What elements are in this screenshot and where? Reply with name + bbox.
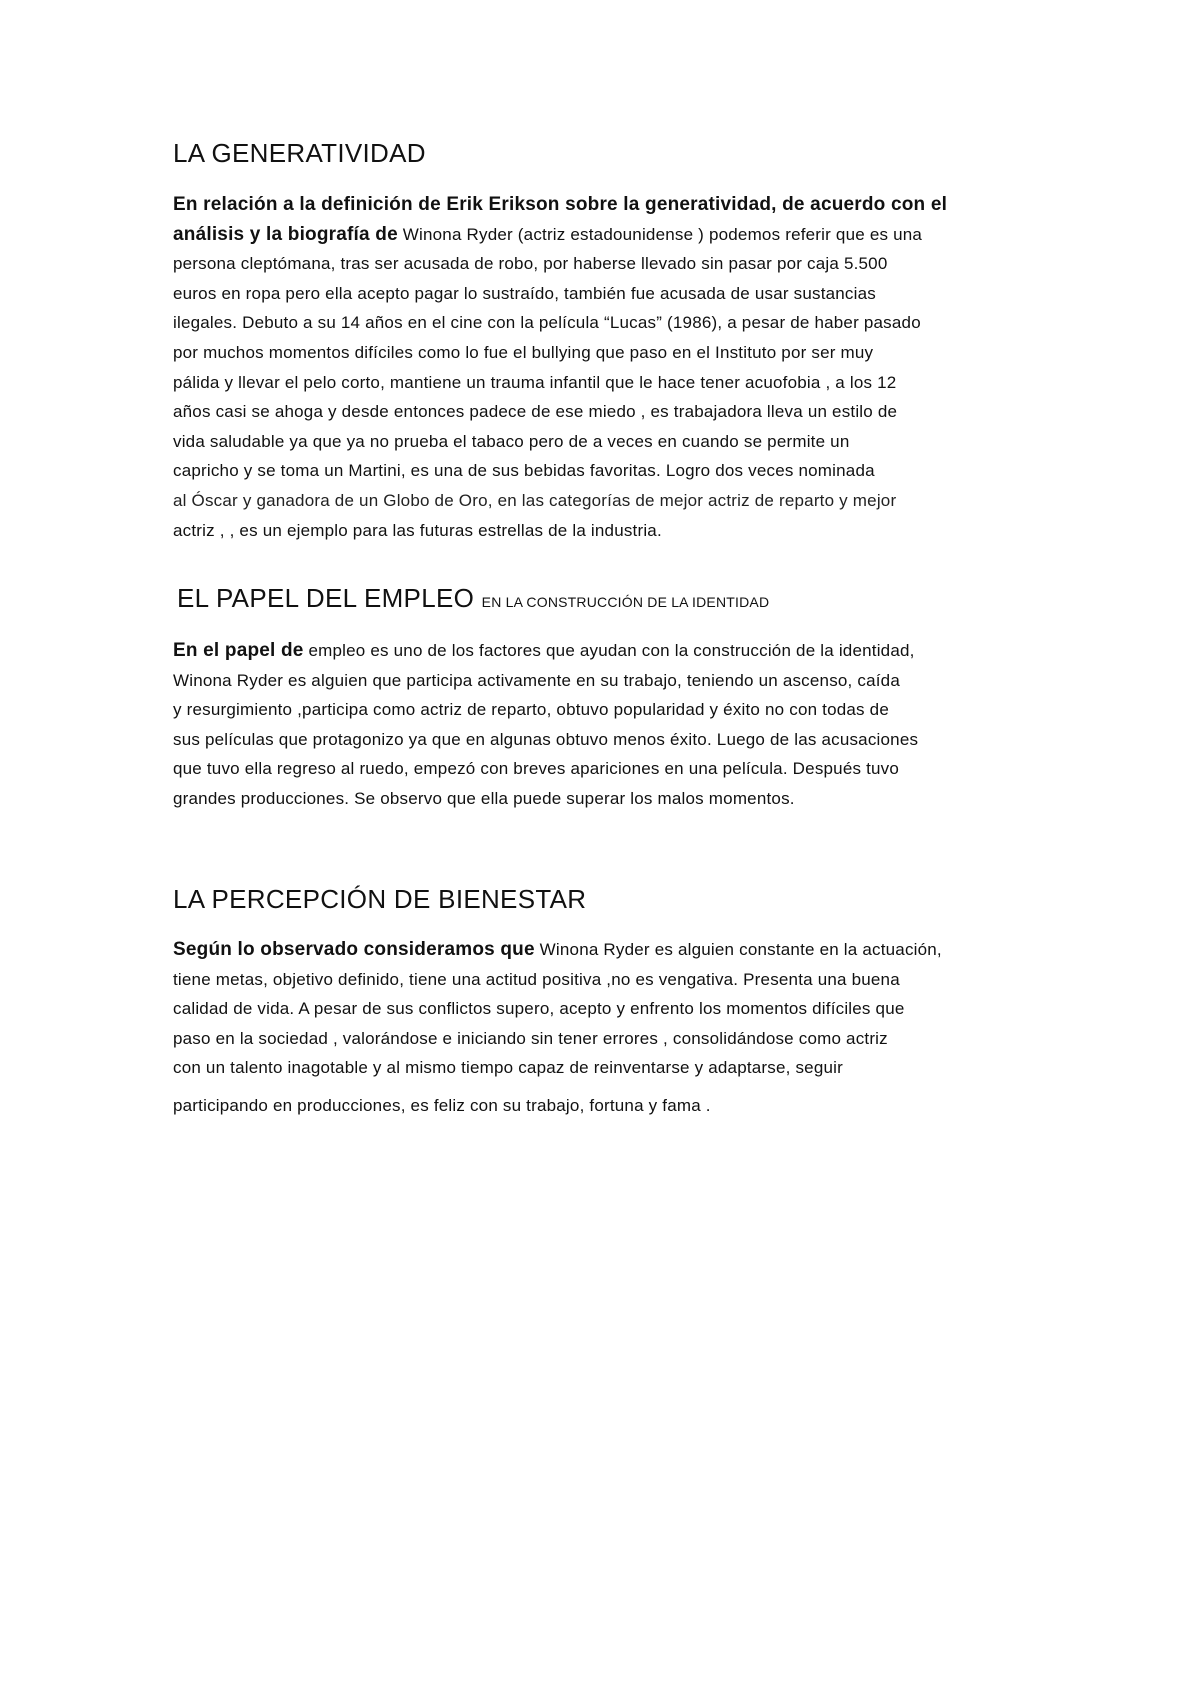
paragraph-line: sus películas que protagonizo ya que en algunas obtuvo menos éxito. Luego de las acusaciones [173, 729, 919, 749]
bold-lead-text: análisis y la biografía de [173, 223, 398, 245]
heading-suffix-text: EN LA CONSTRUCCIÓN DE LA IDENTIDAD [481, 594, 770, 610]
paragraph-line: actriz , , es un ejemplo para las futuras estrellas de la industria. [173, 520, 662, 540]
paragraph-bienestar [173, 935, 1053, 1121]
paragraph-line: ilegales. Debuto a su 14 años en el cine con la película “Lucas” (1986), a pesar de haber pasado [173, 313, 921, 333]
paragraph-line: con un talento inagotable y al mismo tiempo capaz de reinventarse y adaptarse, seguir [173, 1058, 843, 1078]
bold-lead-text: En el papel de [173, 640, 304, 661]
bold-lead-text: En relación a la definición de Erik Erikson sobre la generatividad, de acuerdo con el [173, 194, 948, 215]
paragraph-line [173, 935, 1053, 965]
paragraph-line [173, 636, 1053, 666]
paragraph-generatividad [173, 190, 1053, 545]
paragraph-text: Winona Ryder (actriz estadounidense ) podemos referir que es una [397, 224, 923, 244]
paragraph-line: participando en producciones, es feliz con su trabajo, fortuna y fama . [173, 1095, 711, 1115]
paragraph-line: euros en ropa pero ella acepto pagar lo sustraído, también fue acusada de usar sustancias [173, 283, 876, 303]
bold-lead-text: Según lo observado consideramos que [173, 939, 535, 960]
paragraph-line: tiene metas, objetivo definido, tiene una actitud positiva ,no es vengativa. Presenta una buena [173, 969, 900, 989]
paragraph-line: por muchos momentos difíciles como lo fue el bullying que paso en el Instituto por ser muy [173, 342, 874, 362]
paragraph-papel-empleo [173, 636, 1053, 814]
paragraph-line: paso en la sociedad , valorándose e iniciando sin tener errores , consolidándose como actriz [173, 1028, 888, 1048]
paragraph-line: Winona Ryder es alguien que participa activamente en su trabajo, teniendo un ascenso, caída [173, 670, 900, 690]
paragraph-line [173, 220, 1053, 250]
paragraph-line: que tuvo ella regreso al ruedo, empezó con breves apariciones en una película. Después tuvo [173, 759, 900, 779]
paragraph-text: empleo es uno de los factores que ayudan con la construcción de la identidad, [303, 641, 915, 660]
paragraph-line: años casi se ahoga y desde entonces padece de ese miedo , es trabajadora lleva un estilo de [173, 402, 898, 422]
paragraph-line: calidad de vida. A pesar de sus conflictos supero, acepto y enfrento los momentos difíciles que [173, 999, 905, 1019]
paragraph-line: pálida y llevar el pelo corto, mantiene un trauma infantil que le hace tener acuofobia , a los 12 [173, 372, 897, 392]
section-heading-papel-empleo [177, 583, 769, 614]
paragraph-text: Winona Ryder es alguien constante en la actuación, [534, 940, 942, 959]
section-heading-bienestar: LA PERCEPCIÓN DE BIENESTAR [173, 884, 587, 914]
paragraph-line: al Óscar y ganadora de un Globo de Oro, en las categorías de mejor actriz de reparto y mejor [173, 490, 897, 510]
heading-main-text: EL PAPEL DEL EMPLEO [177, 583, 475, 613]
paragraph-line: vida saludable ya que ya no prueba el tabaco pero de a veces en cuando se permite un [173, 431, 850, 451]
paragraph-line: persona cleptómana, tras ser acusada de robo, por haberse llevado sin pasar por caja 5.500 [173, 254, 888, 274]
paragraph-line: capricho y se toma un Martini, es una de sus bebidas favoritas. Logro dos veces nominada [173, 461, 875, 481]
paragraph-line [173, 190, 1053, 220]
paragraph-line: grandes producciones. Se observo que ella puede superar los malos momentos. [173, 788, 795, 808]
section-heading-generatividad: LA GENERATIVIDAD [173, 138, 426, 168]
paragraph-line: y resurgimiento ,participa como actriz de reparto, obtuvo popularidad y éxito no con todas de [173, 700, 889, 720]
